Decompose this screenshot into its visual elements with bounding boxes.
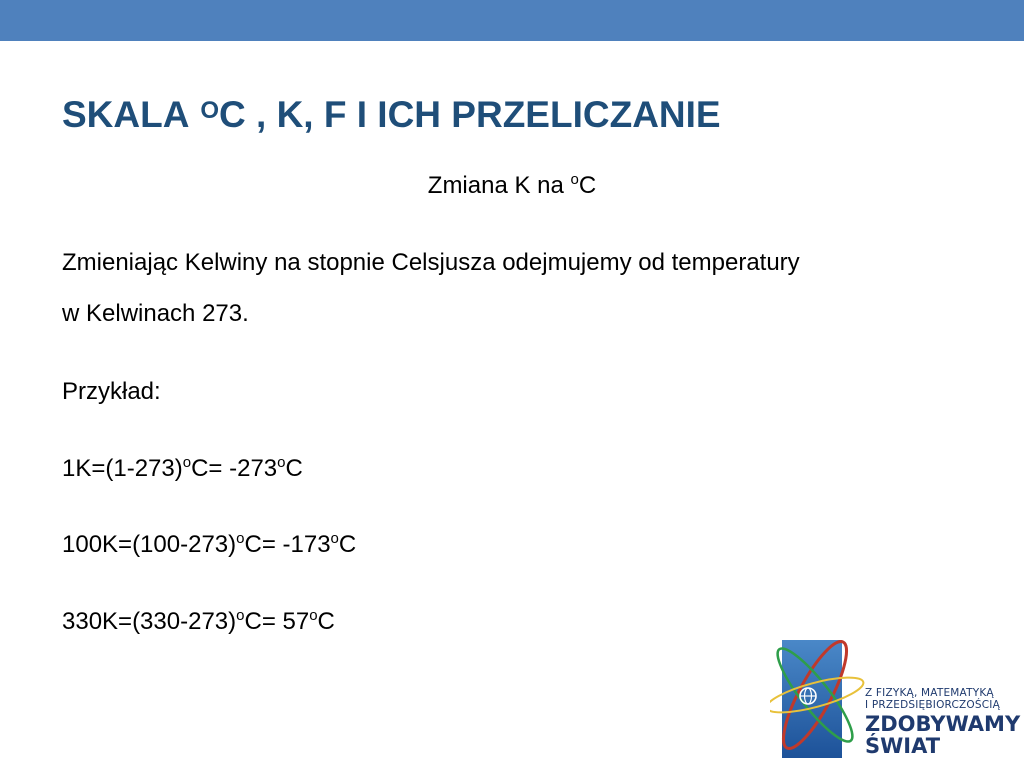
logo-line-4: ŚWIAT: [865, 734, 941, 758]
subtitle-suffix: C: [578, 172, 597, 199]
subtitle-degree: o: [570, 171, 579, 188]
example-2-degree-b: o: [330, 530, 339, 547]
example-1-degree-a: o: [182, 454, 192, 471]
example-1-degree-b: o: [277, 454, 286, 471]
program-logo: [770, 620, 1024, 768]
logo-line-3: ZDOBYWAMY: [865, 712, 1021, 736]
title-degree-sup: O: [200, 97, 220, 124]
logo-line-2: I PRZEDSIĘBIORCZOŚCIĄ: [865, 699, 1000, 711]
paragraph-line-1: Zmieniając Kelwiny na stopnie Celsjusza odejmujemy od temperatury: [62, 249, 800, 276]
slide-subtitle: [0, 172, 1024, 200]
example-2-degree-a: o: [236, 530, 245, 547]
logo-line-1: Z FIZYKĄ, MATEMATYKĄ: [865, 687, 994, 699]
subtitle-prefix: Zmiana K na: [427, 172, 571, 199]
example-3-degree-a: o: [236, 607, 245, 624]
example-3-left: 330K=(330-273): [62, 608, 237, 635]
example-2-right: C: [338, 531, 357, 558]
example-1-left: 1K=(1-273): [62, 455, 183, 482]
top-accent-bar: [0, 0, 1024, 41]
example-label: Przykład:: [62, 378, 161, 405]
example-line-2: [62, 531, 356, 559]
example-2-left: 100K=(100-273): [62, 531, 237, 558]
example-3-right: C: [317, 608, 335, 635]
example-line-1: [62, 455, 303, 483]
title-rest: C , K, F I ICH PRZELICZANIE: [219, 94, 721, 135]
example-3-degree-b: o: [309, 607, 318, 624]
example-line-3: [62, 608, 335, 636]
example-3-mid: C= 57: [244, 608, 310, 635]
example-1-right: C: [285, 455, 303, 482]
atom-logo-icon: [770, 620, 870, 768]
example-2-mid: C= -173: [244, 531, 331, 558]
example-1-mid: C= -273: [191, 455, 278, 482]
paragraph-line-2: w Kelwinach 273.: [62, 300, 249, 327]
title-prefix: SKALA: [62, 94, 199, 135]
slide-title: [62, 92, 721, 138]
